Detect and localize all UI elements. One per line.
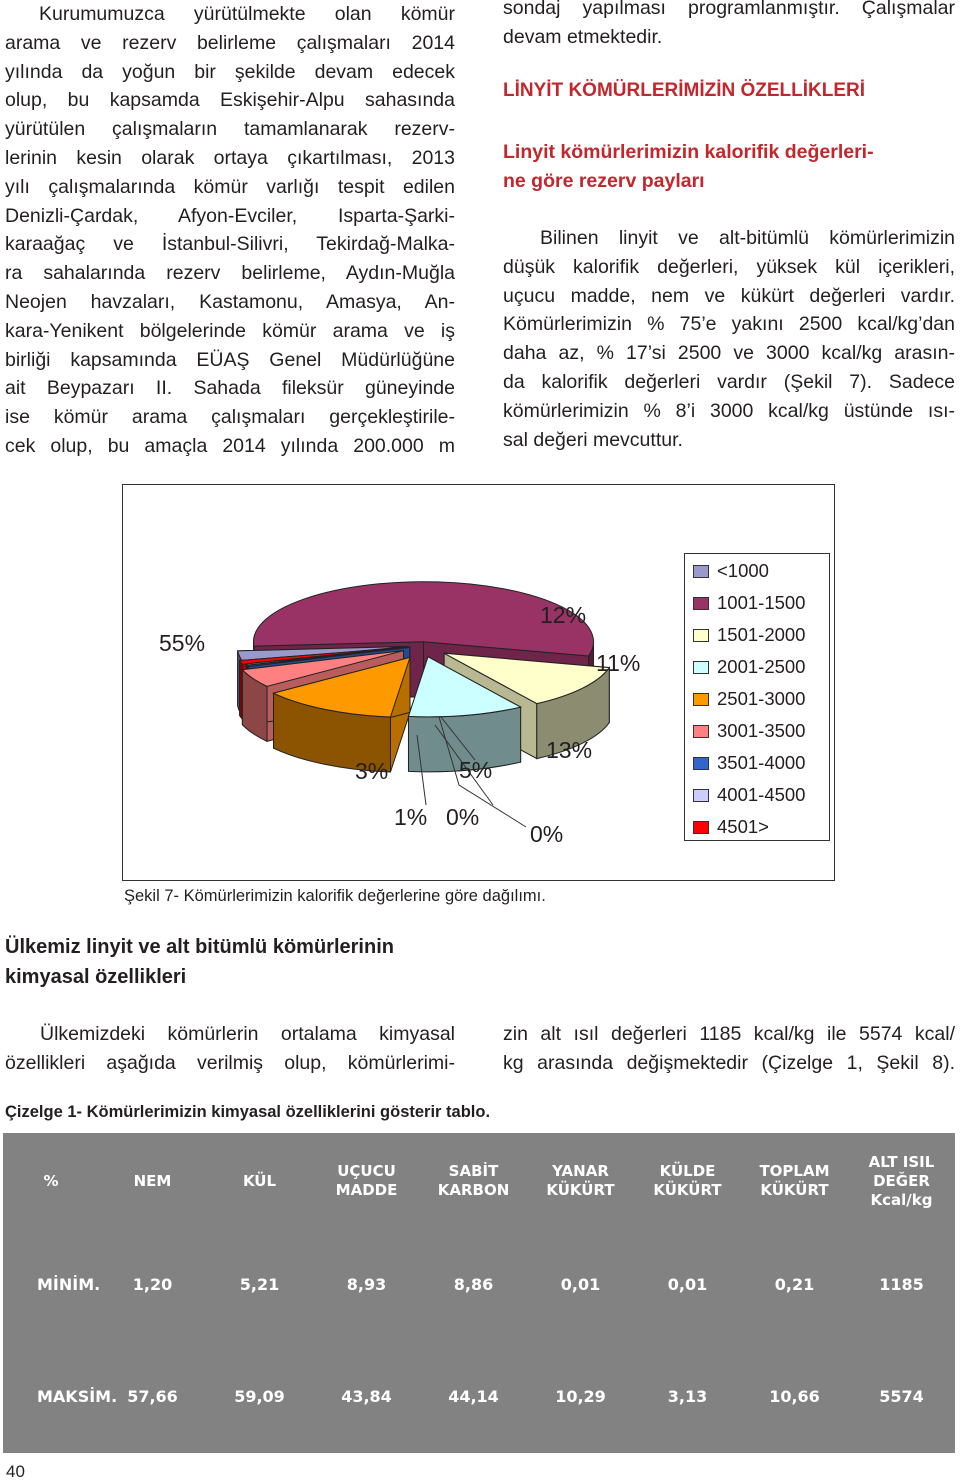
table-cell: 43,84	[341, 1387, 392, 1407]
text-line: uçucu madde, nem ve kükürt değerleri vardır.	[503, 284, 955, 307]
table-header-cell: %	[43, 1171, 59, 1190]
chart-legend	[684, 553, 830, 841]
section-title	[5, 932, 394, 992]
table-cell: 59,09	[234, 1387, 285, 1407]
text-line: düşük kalorifik değerleri, yüksek kül içerikleri,	[503, 255, 955, 278]
table-cell: 1185	[879, 1275, 924, 1295]
legend-swatch	[693, 693, 709, 706]
table-cell: 57,66	[127, 1387, 178, 1407]
pie-percent-label: 13%	[546, 737, 593, 763]
legend-swatch	[693, 821, 709, 834]
text-line: sondaj yapılması programlanmıştır. Çalışmalar	[503, 0, 955, 19]
text-line: Ülkemizdeki kömürlerin ortalama kimyasal	[40, 1023, 455, 1045]
legend-label: 3501-4000	[717, 752, 806, 773]
table-cell: 44,14	[448, 1387, 499, 1407]
pie-percent-label: 3%	[355, 758, 389, 784]
legend-label: 4001-4500	[717, 784, 806, 805]
subheading	[503, 138, 874, 196]
legend-swatch	[693, 597, 709, 610]
table-header-cell: YANAR KÜKÜRT	[546, 1162, 615, 1200]
legend-swatch	[693, 789, 709, 802]
text-line: Neojen havzaları, Kastamonu, Amasya, An-	[5, 290, 455, 313]
legend-label: 2001-2500	[717, 656, 806, 677]
text-line: ra sahalarında rezerv belirleme, Aydın-Muğla	[5, 262, 455, 285]
text-line: zin alt ısıl değerleri 1185 kcal/kg ile 5574 kcal/	[503, 1023, 955, 1045]
pie-percent-label: 55%	[159, 630, 206, 656]
text-line: kg arasında değişmektedir (Çizelge 1, Şekil 8).	[503, 1051, 955, 1074]
table-row-label: MİNİM.	[37, 1275, 101, 1295]
legend-swatch	[693, 565, 709, 578]
text-line: kömürlerimizin % 8’i 3000 kcal/kg üstünde ısı-	[503, 399, 955, 422]
legend-swatch	[693, 725, 709, 738]
legend-label: <1000	[717, 560, 769, 581]
pie-percent-label: 5%	[459, 757, 493, 783]
table-cell: 1,20	[132, 1275, 173, 1295]
pie-percent-label: 11%	[596, 650, 641, 676]
text-line: Bilinen linyit ve alt-bitümlü kömürlerimizin	[540, 227, 955, 249]
table-cell: 5574	[879, 1387, 924, 1407]
table-header-cell: ALT ISIL DEĞER Kcal/kg	[868, 1152, 935, 1209]
right-body-text	[503, 224, 955, 454]
table-cell: 10,29	[555, 1387, 606, 1407]
table-row	[3, 1230, 955, 1341]
table-cell: 10,66	[769, 1387, 820, 1407]
legend-label: 1001-1500	[717, 592, 806, 613]
table-header-row	[3, 1133, 955, 1230]
table-cell: 5,21	[239, 1275, 280, 1295]
table-cell: 8,93	[346, 1275, 387, 1295]
text-line: daha az, % 17’si 2500 ve 3000 kcal/kg arasın-	[503, 342, 955, 365]
table-header-cell: NEM	[133, 1171, 172, 1190]
text-line: da kalorifik değerleri vardır (Şekil 7). Sadece	[503, 370, 955, 393]
table-row	[3, 1340, 955, 1453]
legend-swatch	[693, 757, 709, 770]
left-column-text	[5, 0, 455, 461]
text-line: kara-Yenikent bölgelerinde kömür arama ve iş	[5, 319, 455, 342]
legend-swatch	[693, 629, 709, 642]
table-header-cell: UÇUCU MADDE	[335, 1162, 398, 1200]
text-line: Kurumumuzca yürütülmekte olan kömür	[39, 3, 455, 25]
text-line: yılında da yoğun bir şekilde devam edecek	[5, 60, 455, 83]
pie-percent-label: 0%	[530, 821, 564, 847]
table-cell: 8,86	[453, 1275, 494, 1295]
section-title-line: kimyasal özellikleri	[5, 966, 187, 988]
right-bottom-text	[503, 1020, 955, 1078]
legend-label: 2501-3000	[717, 688, 806, 709]
text-line: özellikleri aşağıda verilmiş olup, kömürlerimi-	[5, 1051, 455, 1074]
pie-chart-frame	[122, 484, 835, 881]
table-cell: 3,13	[667, 1387, 708, 1407]
text-line: yılı çalışmalarında kömür varlığı tespit edilen	[5, 175, 455, 198]
chart-caption: Şekil 7- Kömürlerimizin kalorifik değerlerine göre dağılımı.	[124, 887, 546, 905]
pie-percent-label: 12%	[540, 602, 587, 628]
legend-label: 1501-2000	[717, 624, 806, 645]
text-line: Denizli-Çardak, Afyon-Evciler, Isparta-Şarki-	[5, 204, 455, 227]
text-line: olup, bu kapsamda Eskişehir-Alpu sahasında	[5, 89, 455, 112]
left-bottom-text	[5, 1020, 455, 1078]
legend-label: 4501>	[717, 816, 769, 837]
text-line: ise kömür arama çalışmaları gerçekleştirile-	[5, 406, 455, 429]
section-title-line: Ülkemiz linyit ve alt bitümlü kömürlerinin	[5, 936, 394, 958]
text-line: devam etmektedir.	[503, 25, 663, 48]
legend-swatch	[693, 661, 709, 674]
subheading-line: Linyit kömürlerimizin kalorifik değerleri-	[503, 141, 874, 163]
table-header-cell: KÜL	[242, 1171, 277, 1190]
text-line: birliği kapsamında EÜAŞ Genel Müdürlüğüne	[5, 348, 455, 371]
text-line: karaağaç ve İstanbul-Silivri, Tekirdağ-Malka-	[5, 233, 455, 256]
table-cell: 0,01	[560, 1275, 601, 1295]
table-cell: 0,01	[667, 1275, 708, 1295]
text-line: cek olup, bu amaçla 2014 yılında 200.000 m	[5, 434, 455, 457]
legend-label: 3001-3500	[717, 720, 806, 741]
pie-percent-label: 1%	[394, 804, 428, 830]
table-header-cell: SABİT KARBON	[437, 1162, 510, 1200]
table-cell: 0,21	[774, 1275, 815, 1295]
text-line: sal değeri mevcuttur.	[503, 428, 683, 451]
section-heading: LİNYİT KÖMÜRLERİMİZİN ÖZELLİKLERİ	[503, 80, 866, 101]
table-row-label: MAKSİM.	[37, 1387, 118, 1407]
page-number: 40	[6, 1462, 25, 1481]
text-line: lerinin kesin olarak ortaya çıkartılması, 2013	[5, 146, 455, 169]
chemical-properties-table	[3, 1133, 955, 1453]
text-line: Kömürlerimizin % 75’e yakını 2500 kcal/kg’dan	[503, 313, 955, 336]
table-header-cell: KÜLDE KÜKÜRT	[653, 1162, 722, 1200]
right-top-text	[503, 0, 955, 52]
subheading-line: ne göre rezerv payları	[503, 170, 705, 192]
text-line: yürütülen çalışmaların tamamlanarak rezerv-	[5, 118, 455, 141]
text-line: ait Beypazarı II. Sahada fileksür güneyinde	[5, 377, 455, 400]
pie-percent-label: 0%	[446, 804, 480, 830]
table-header-cell: TOPLAM KÜKÜRT	[759, 1162, 830, 1200]
text-line: arama ve rezerv belirleme çalışmaları 2014	[5, 31, 455, 54]
table-caption: Çizelge 1- Kömürlerimizin kimyasal özelliklerini gösterir tablo.	[5, 1103, 491, 1121]
